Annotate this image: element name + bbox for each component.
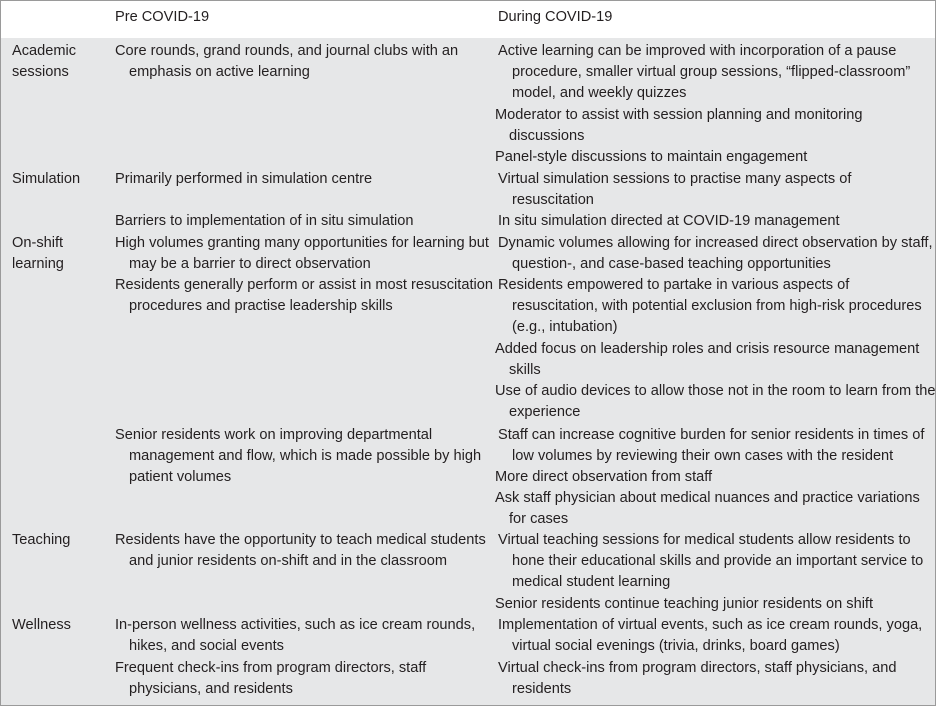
category-line: sessions (12, 64, 69, 80)
cell-line: Dynamic volumes allowing for increased direct observation by staff, (498, 235, 933, 251)
during-cell-on-shift-4 (495, 381, 936, 423)
cell-line: hone their educational skills and provide an important service to (512, 553, 924, 569)
cell-line: emphasis on active learning (129, 64, 310, 80)
cell-line: Core rounds, grand rounds, and journal clubs with an (115, 43, 459, 59)
cell-line: procedure, smaller virtual group sessions, “flipped-classroom” (512, 64, 911, 80)
during-cell-teaching-1 (498, 530, 923, 593)
during-cell-wellness-2 (498, 658, 897, 700)
cell-line: experience (509, 404, 581, 420)
cell-line: Use of audio devices to allow those not in the room to learn from the (495, 383, 936, 399)
pre-cell-on-shift-3 (115, 425, 481, 488)
during-cell-on-shift-6 (495, 467, 712, 488)
during-cell-academic-3 (495, 147, 807, 168)
cell-line: Residents generally perform or assist in most resuscitation (115, 277, 493, 293)
category-line: Wellness (12, 617, 71, 633)
cell-line: procedures and practise leadership skills (129, 298, 393, 314)
cell-line: residents (512, 681, 572, 697)
cell-line: discussions (509, 128, 585, 144)
cell-line: Virtual simulation sessions to practise many aspects of (498, 171, 852, 187)
cell-line: physicians, and residents (129, 681, 293, 697)
cell-line: In-person wellness activities, such as ice cream rounds, (115, 617, 476, 633)
cell-line: and junior residents on-shift and in the classroom (129, 553, 447, 569)
cell-line: question-, and case-based teaching opportunities (512, 256, 831, 272)
pre-cell-wellness-2 (115, 658, 426, 700)
cell-line: Frequent check-ins from program directors, staff (115, 660, 427, 676)
column-header-during-covid: During COVID-19 (498, 9, 613, 25)
category-line: Simulation (12, 171, 81, 187)
cell-line: Ask staff physician about medical nuances and practice variations (495, 490, 920, 506)
category-academic-sessions (12, 41, 76, 83)
cell-line: Senior residents continue teaching junior residents on shift (495, 596, 874, 612)
cell-line: Staff can increase cognitive burden for senior residents in times of (498, 427, 925, 443)
cell-line: Moderator to assist with session planning and monitoring (495, 107, 863, 123)
pre-cell-simulation-2 (115, 211, 414, 232)
category-simulation (12, 169, 80, 190)
during-cell-simulation-1 (498, 169, 851, 211)
column-header-pre-covid: Pre COVID-19 (115, 9, 210, 25)
cell-line: In situ simulation directed at COVID-19 management (498, 213, 840, 229)
cell-line: model, and weekly quizzes (512, 85, 687, 101)
cell-line: High volumes granting many opportunities for learning but (115, 235, 489, 251)
cell-line: resuscitation (512, 192, 594, 208)
cell-line: may be a barrier to direct observation (129, 256, 371, 272)
during-cell-simulation-2 (498, 211, 840, 232)
cell-line: medical student learning (512, 574, 671, 590)
during-cell-on-shift-2 (498, 275, 922, 338)
cell-line: low volumes by reviewing their own cases with the resident (512, 448, 894, 464)
cell-line: Senior residents work on improving departmental (115, 427, 433, 443)
category-line: Teaching (12, 532, 71, 548)
cell-line: Barriers to implementation of in situ simulation (115, 213, 414, 229)
cell-line: management and flow, which is made possible by high (129, 448, 482, 464)
category-line: Academic (12, 43, 77, 59)
cell-line: Implementation of virtual events, such as ice cream rounds, yoga, (498, 617, 923, 633)
cell-line: Panel-style discussions to maintain engagement (495, 149, 808, 165)
cell-line: More direct observation from staff (495, 469, 713, 485)
cell-line: skills (509, 362, 541, 378)
cell-line: patient volumes (129, 469, 232, 485)
category-on-shift-learning (12, 233, 64, 275)
during-cell-on-shift-5 (498, 425, 924, 467)
during-cell-on-shift-7 (495, 488, 920, 530)
cell-line: Residents have the opportunity to teach medical students (115, 532, 486, 548)
pre-cell-academic-1 (115, 41, 458, 83)
cell-line: Residents empowered to partake in various aspects of (498, 277, 850, 293)
category-line: On-shift (12, 235, 64, 251)
pre-cell-simulation-1 (115, 169, 372, 190)
cell-line: Virtual teaching sessions for medical students allow residents to (498, 532, 911, 548)
cell-line: for cases (509, 511, 569, 527)
during-cell-on-shift-3 (495, 339, 919, 381)
cell-line: virtual social evenings (trivia, drinks, board games) (512, 638, 840, 654)
during-cell-academic-1 (498, 41, 910, 104)
pre-cell-on-shift-2 (115, 275, 493, 317)
during-cell-on-shift-1 (498, 233, 933, 275)
during-cell-academic-2 (495, 105, 862, 147)
cell-line: Virtual check-ins from program directors, staff physicians, and (498, 660, 897, 676)
during-cell-teaching-2 (495, 594, 873, 615)
cell-line: resuscitation, with potential exclusion from high-risk procedures (512, 298, 922, 314)
cell-line: Added focus on leadership roles and crisis resource management (495, 341, 920, 357)
category-wellness (12, 615, 71, 636)
pre-cell-on-shift-1 (115, 233, 489, 275)
during-cell-wellness-1 (498, 615, 922, 657)
table-header (1, 1, 935, 38)
category-teaching (12, 530, 70, 551)
cell-line: Primarily performed in simulation centre (115, 171, 373, 187)
category-line: learning (12, 256, 64, 272)
cell-line: hikes, and social events (129, 638, 284, 654)
pre-cell-teaching-1 (115, 530, 486, 572)
cell-line: Active learning can be improved with incorporation of a pause (498, 43, 897, 59)
cell-line: (e.g., intubation) (512, 319, 618, 335)
pre-cell-wellness-1 (115, 615, 475, 657)
